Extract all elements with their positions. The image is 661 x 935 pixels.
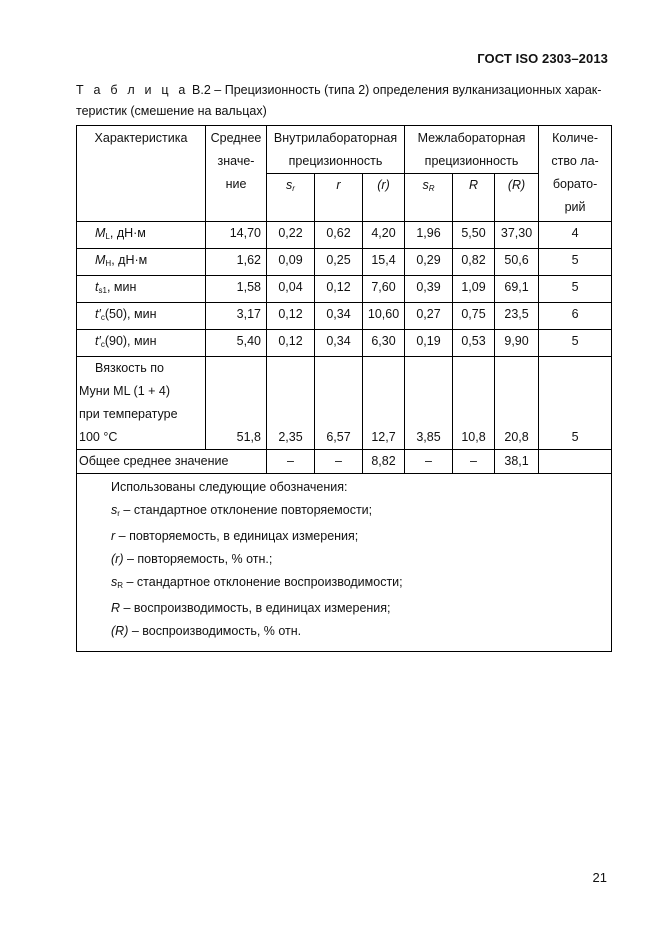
- header-R-pct: (R): [495, 174, 539, 222]
- note-item: $s_R$ – стандартное отклонение воспроизводимости;: [111, 575, 403, 590]
- cell-r-pct: 7,60: [363, 276, 405, 303]
- caption-line2: теристик (смешение на вальцах): [76, 104, 267, 118]
- cell-sr: 0,22: [267, 222, 315, 249]
- header-sR: $s_R$: [405, 174, 453, 222]
- cell-r: 0,34: [315, 303, 363, 330]
- header-row-1: [77, 126, 612, 174]
- cell-R-pct: 38,1: [495, 450, 539, 474]
- cell-sr: 0,12: [267, 330, 315, 357]
- table-row: [77, 303, 612, 330]
- row-name-mooney: Вязкость по Муни ML (1 + 4) при температуре 100 °С: [77, 357, 206, 450]
- cell-r-pct: 8,82: [363, 450, 405, 474]
- row-name: $t'_c(50)$, мин: [77, 303, 206, 330]
- cell-mean: 5,40: [206, 330, 267, 357]
- cell-r-pct: 4,20: [363, 222, 405, 249]
- cell-R-pct: 37,30: [495, 222, 539, 249]
- cell-sR: 0,19: [405, 330, 453, 357]
- cell-mean: 3,17: [206, 303, 267, 330]
- row-name: $t'_c(90)$, мин: [77, 330, 206, 357]
- header-sr: $s_r$: [267, 174, 315, 222]
- cell-sR: –: [405, 450, 453, 474]
- cell-labs: 6: [539, 303, 612, 330]
- header-mean: Среднее значе- ние: [206, 126, 267, 222]
- cell-r: 0,62: [315, 222, 363, 249]
- cell-sr: 0,04: [267, 276, 315, 303]
- header-r: r: [315, 174, 363, 222]
- table-caption: [76, 80, 610, 122]
- header-characteristic: Характеристика: [77, 126, 206, 222]
- cell-r-pct: 6,30: [363, 330, 405, 357]
- cell-R: 0,82: [453, 249, 495, 276]
- cell-sR: 0,29: [405, 249, 453, 276]
- cell-R-pct: 50,6: [495, 249, 539, 276]
- page-number: 21: [592, 870, 607, 885]
- cell-sR: 1,96: [405, 222, 453, 249]
- row-name: $M_L$, дН·м: [77, 222, 206, 249]
- document-code: ГОСТ ISO 2303–2013: [477, 51, 608, 66]
- cell-R: 0,75: [453, 303, 495, 330]
- cell-r-pct: 10,60: [363, 303, 405, 330]
- cell-mean: 1,62: [206, 249, 267, 276]
- cell-R-pct: 23,5: [495, 303, 539, 330]
- cell-r: 0,25: [315, 249, 363, 276]
- header-r-pct: (r): [363, 174, 405, 222]
- precision-table: [76, 125, 612, 652]
- note-item: (r) – повторяемость, % отн.;: [111, 552, 273, 566]
- header-R: R: [453, 174, 495, 222]
- cell-labs: 5: [539, 276, 612, 303]
- cell-R-pct: 69,1: [495, 276, 539, 303]
- cell-sR: 0,39: [405, 276, 453, 303]
- cell-R-pct: 9,90: [495, 330, 539, 357]
- cell-sr: 0,09: [267, 249, 315, 276]
- cell-labs: 4: [539, 222, 612, 249]
- cell-r: 0,12: [315, 276, 363, 303]
- cell-sr: –: [267, 450, 315, 474]
- caption-prefix: Т а б л и ц а: [76, 83, 189, 97]
- caption-line1: B.2 – Прецизионность (типа 2) определения вулканизационных харак-: [188, 83, 602, 97]
- cell-labs: 5: [539, 249, 612, 276]
- cell-R: 5,50: [453, 222, 495, 249]
- table-row: [77, 249, 612, 276]
- cell-r: 6,57: [315, 357, 363, 450]
- note-item: R – воспроизводимость, в единицах измерения;: [111, 601, 391, 615]
- header-inter-lab: Межлабораторная прецизионность: [405, 126, 539, 174]
- cell-R-pct: 20,8: [495, 357, 539, 450]
- cell-labs: [539, 450, 612, 474]
- notes-intro: Использованы следующие обозначения:: [111, 480, 348, 494]
- cell-sr: 0,12: [267, 303, 315, 330]
- note-item: (R) – воспроизводимость, % отн.: [111, 624, 302, 638]
- cell-r: –: [315, 450, 363, 474]
- table-row-mooney: [77, 357, 612, 450]
- notes-cell: [77, 474, 612, 652]
- notes-row: [77, 474, 612, 652]
- cell-R: 10,8: [453, 357, 495, 450]
- cell-mean: 14,70: [206, 222, 267, 249]
- cell-R: 1,09: [453, 276, 495, 303]
- table-row: [77, 330, 612, 357]
- cell-labs: 5: [539, 330, 612, 357]
- cell-sr: 2,35: [267, 357, 315, 450]
- overall-label: Общее среднее значение: [77, 450, 267, 474]
- table-row-overall: [77, 450, 612, 474]
- cell-labs: 5: [539, 357, 612, 450]
- cell-r: 0,34: [315, 330, 363, 357]
- header-intra-lab: Внутрилабораторная прецизионность: [267, 126, 405, 174]
- row-name: $t_{s1}$, мин: [77, 276, 206, 303]
- cell-R: 0,53: [453, 330, 495, 357]
- table-row: [77, 222, 612, 249]
- cell-r-pct: 15,4: [363, 249, 405, 276]
- note-item: $s_r$ – стандартное отклонение повторяемости;: [111, 503, 373, 518]
- row-name: $M_H$, дН·м: [77, 249, 206, 276]
- table-row: [77, 276, 612, 303]
- note-item: r – повторяемость, в единицах измерения;: [111, 529, 359, 543]
- header-labs: Количе- ство ла- борато- рий: [539, 126, 612, 222]
- cell-mean: 1,58: [206, 276, 267, 303]
- cell-r-pct: 12,7: [363, 357, 405, 450]
- cell-mean: 51,8: [206, 357, 267, 450]
- cell-sR: 0,27: [405, 303, 453, 330]
- cell-sR: 3,85: [405, 357, 453, 450]
- cell-R: –: [453, 450, 495, 474]
